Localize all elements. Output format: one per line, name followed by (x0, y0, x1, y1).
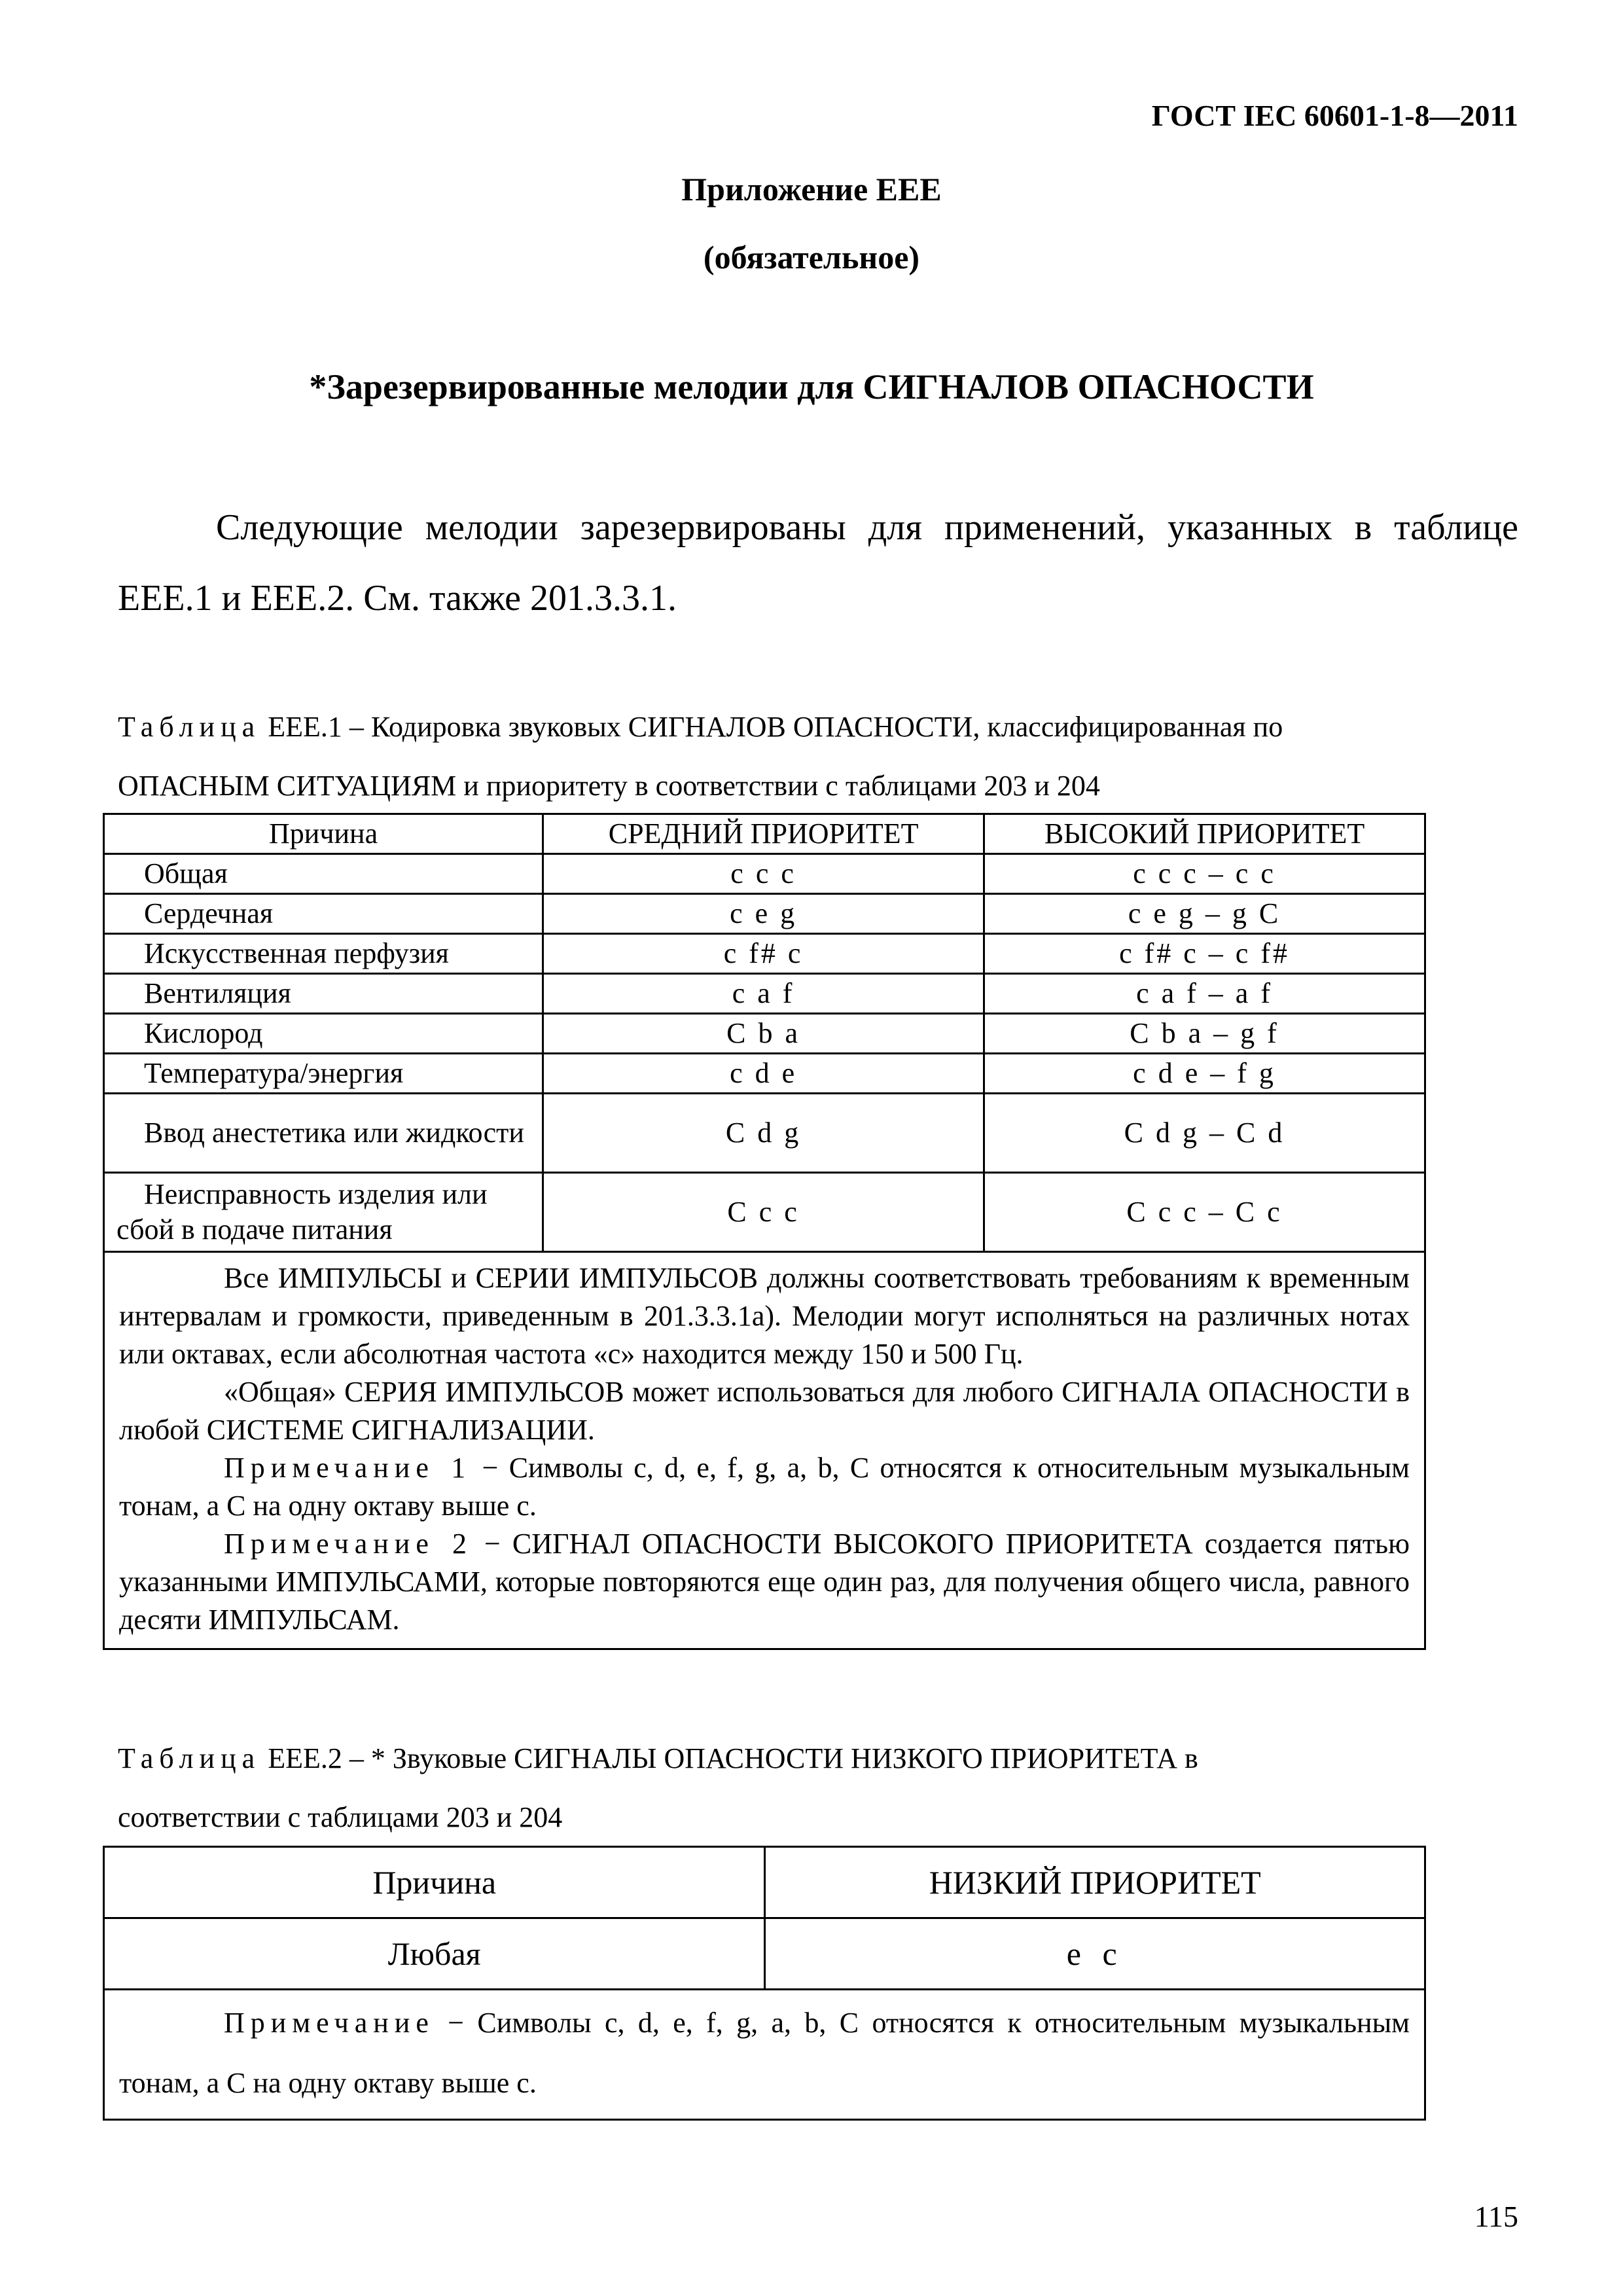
medium-melody-cell: c c c (543, 854, 984, 894)
table1-header-medium: СРЕДНИЙ ПРИОРИТЕТ (543, 814, 984, 854)
high-melody-cell: C b a – g f (984, 1014, 1425, 1054)
table1-caption-label: Таблица (118, 711, 261, 743)
table1-header-cause: Причина (104, 814, 543, 854)
notes-paragraph-1: Все ИМПУЛЬСЫ и СЕРИИ ИМПУЛЬСОВ должны соответствовать требованиям к временным интервалам и громкости, приведенным в 201.3.3.1а). Мелодии могут исполняться на различных нотах или октавах, если абсолютная частота «с» находится между 150 и 500 Гц. (119, 1262, 1410, 1370)
table1-caption-line1: ЕЕЕ.1 – Кодировка звуковых СИГНАЛОВ ОПАСНОСТИ, классифицированная по (268, 711, 1283, 743)
medium-melody-cell: c e g (543, 894, 984, 934)
annex-title: Приложение ЕЕЕ (681, 171, 942, 207)
high-melody-cell: c d e – f g (984, 1054, 1425, 1094)
table2-header-row (104, 1847, 1425, 1918)
notes-paragraph-2: «Общая» СЕРИЯ ИМПУЛЬСОВ может использоваться для любого СИГНАЛА ОПАСНОСТИ в любой СИСТЕМЕ СИГНАЛИЗАЦИИ. (119, 1376, 1410, 1446)
table-low-priority (103, 1846, 1426, 2121)
high-melody-cell: c f# c – c f# (984, 934, 1425, 974)
table-row (104, 974, 1425, 1014)
note-1-label: Примечание 1 (224, 1452, 472, 1484)
note-2-label: Примечание 2 (224, 1528, 473, 1560)
cause-cell: Вентиляция (104, 974, 543, 1014)
note-1 (119, 1449, 1410, 1525)
cause-cell: Общая (104, 854, 543, 894)
table1-header-row (104, 814, 1425, 854)
table2-note-text: − Символы c, d, e, f, g, a, b, C относятся к относительным музыкальным тонам, а С на одну октаву выше с. (119, 2007, 1410, 2099)
medium-melody-cell: c f# c (543, 934, 984, 974)
table2-caption-line1: ЕЕЕ.2 – * Звуковые СИГНАЛЫ ОПАСНОСТИ НИЗКОГО ПРИОРИТЕТА в (268, 1742, 1198, 1774)
page-number: 115 (1474, 2200, 1518, 2233)
table-row (104, 854, 1425, 894)
medium-melody-cell: c d e (543, 1054, 984, 1094)
cause-cell: Кислород (104, 1014, 543, 1054)
note-1-text: − Символы c, d, e, f, g, a, b, C относятся к относительным музыкальным тонам, а С на одну октаву выше с. (119, 1452, 1410, 1522)
medium-melody-cell: C b a (543, 1014, 984, 1054)
medium-melody-cell: C d g (543, 1094, 984, 1173)
table-row (104, 1014, 1425, 1054)
medium-melody-cell: C c c (543, 1173, 984, 1252)
table1-caption-line2: ОПАСНЫМ СИТУАЦИЯМ и приоритету в соответствии с таблицами 203 и 204 (118, 770, 1100, 802)
table-row (104, 1173, 1425, 1252)
annex-status: (обязательное) (703, 239, 920, 276)
table1-caption (118, 698, 1518, 816)
annex-heading: *Зарезервированные мелодии для СИГНАЛОВ ОПАСНОСТИ (309, 367, 1314, 406)
high-melody-cell: C d g – C d (984, 1094, 1425, 1173)
high-melody-cell: C c c – C c (984, 1173, 1425, 1252)
table-row (104, 894, 1425, 934)
cause-cell: Температура/энергия (104, 1054, 543, 1094)
medium-melody-cell: c a f (543, 974, 984, 1014)
table2-note-label: Примечание (224, 2007, 435, 2039)
table-row (104, 1094, 1425, 1173)
table1-header-high: ВЫСОКИЙ ПРИОРИТЕТ (984, 814, 1425, 854)
note-2 (119, 1525, 1410, 1639)
intro-paragraph (118, 492, 1518, 634)
note-2-text: − СИГНАЛ ОПАСНОСТИ ВЫСОКОГО ПРИОРИТЕТА создается пятью указанными ИМПУЛЬСАМИ, которые повторяются еще один раз, для получения общего числа, равного десяти ИМПУЛЬСАМ. (119, 1528, 1410, 1636)
cause-cell: Сердечная (104, 894, 543, 934)
table2-note-row (104, 1990, 1425, 2120)
table2-caption-label: Таблица (118, 1742, 261, 1774)
high-melody-cell: c c c – c c (984, 854, 1425, 894)
document-code: ГОСТ IEC 60601-1-8—2011 (1151, 99, 1518, 132)
table-melodies-priority (103, 813, 1426, 1650)
table2-caption (118, 1729, 1518, 1847)
table2-note (119, 1993, 1410, 2113)
cause-cell: Любая (104, 1918, 765, 1990)
high-melody-cell: c e g – g C (984, 894, 1425, 934)
cause-cell: Ввод анестетика или жидкости (104, 1094, 543, 1173)
table2-note-cell (104, 1990, 1425, 2120)
intro-text: Следующие мелодии зарезервированы для применений, указанных в таблице ЕЕЕ.1 и ЕЕЕ.2. См. также 201.3.3.1. (118, 507, 1518, 619)
table2-header-low: НИЗКИЙ ПРИОРИТЕТ (765, 1847, 1425, 1918)
high-melody-cell: c a f – a f (984, 974, 1425, 1014)
table1-notes-cell (104, 1252, 1425, 1649)
table2-caption-line2: соответствии с таблицами 203 и 204 (118, 1801, 563, 1833)
table-row (104, 934, 1425, 974)
cause-cell: Искусственная перфузия (104, 934, 543, 974)
cause-cell: Неисправность изделия или сбой в подаче питания (104, 1173, 543, 1252)
table-row (104, 1054, 1425, 1094)
table2-header-cause: Причина (104, 1847, 765, 1918)
table-row (104, 1918, 1425, 1990)
table1-notes-row (104, 1252, 1425, 1649)
low-melody-cell: e c (765, 1918, 1425, 1990)
